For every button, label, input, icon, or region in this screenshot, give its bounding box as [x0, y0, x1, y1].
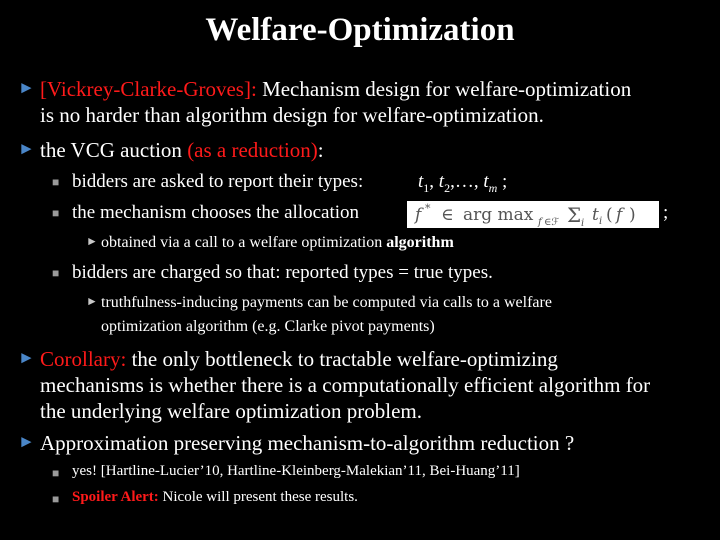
- sub-charged: bidders are charged so that: reported types = true types.: [72, 262, 493, 283]
- svg-text:arg max: arg max: [463, 205, 534, 225]
- square-bullet-icon: ■: [52, 466, 60, 480]
- svg-text:): ): [629, 205, 636, 225]
- svg-text:(: (: [606, 205, 613, 225]
- svg-text:i: i: [599, 216, 603, 227]
- report-types-text: bidders are asked to report their types:: [72, 171, 364, 192]
- corollary-text: the only bottleneck to tractable welfare-optimizing: [126, 347, 558, 371]
- reduction-note: (as a reduction): [187, 138, 318, 162]
- allocation-formula: [407, 201, 659, 228]
- svg-text:f: f: [616, 205, 623, 225]
- sub-obtained-via: [101, 231, 454, 255]
- bullet-vcg-auction: [40, 137, 324, 163]
- svg-text:∈ℱ: ∈ℱ: [544, 217, 560, 228]
- sub-references: yes! [Hartline-Lucier’10, Hartline-Kleinberg-Malekian’11, Bei-Huang’11]: [72, 463, 520, 479]
- svg-text:*: *: [425, 202, 431, 215]
- bullet-corollary-line1: [40, 346, 558, 372]
- small-triangle-icon: ►: [86, 294, 98, 308]
- square-bullet-icon: ■: [52, 206, 60, 220]
- bullet-vcg-text: Mechanism design for welfare-optimization: [256, 77, 632, 101]
- svg-text:f: f: [415, 205, 422, 225]
- svg-text:∈: ∈: [441, 205, 454, 225]
- bullet-corollary-line2: mechanisms is whether there is a computationally efficient algorithm for: [40, 373, 651, 397]
- bullet-triangle-icon: ►: [18, 78, 35, 97]
- square-bullet-icon: ■: [52, 175, 60, 189]
- vcg-auction-text: the VCG auction: [40, 138, 188, 162]
- vcg-citation: [Vickrey-Clarke-Groves]:: [40, 77, 257, 101]
- sub-truthful-line2: optimization algorithm (e.g. Clarke pivot payments): [101, 318, 435, 335]
- sub-allocation: the mechanism chooses the allocation: [72, 202, 360, 223]
- small-triangle-icon: ►: [86, 234, 98, 248]
- svg-text:Σ: Σ: [567, 203, 582, 227]
- bullet-approximation: Approximation preserving mechanism-to-algorithm reduction ?: [40, 431, 575, 455]
- algorithm-word: algorithm: [386, 234, 454, 251]
- colon: :: [317, 138, 324, 162]
- bullet-vcg-line1: [40, 76, 631, 102]
- spoiler-text: Nicole will present these results.: [158, 489, 358, 505]
- bullet-triangle-icon: ►: [18, 348, 35, 367]
- spoiler-label: Spoiler Alert:: [72, 489, 159, 505]
- svg-text:i: i: [581, 218, 585, 228]
- obtained-text: obtained via a call to a welfare optimization: [101, 234, 387, 251]
- bullet-vcg-line2: is no harder than algorithm design for welfare-optimization.: [40, 103, 544, 127]
- svg-text:f: f: [538, 217, 542, 228]
- bullet-triangle-icon: ►: [18, 432, 35, 451]
- slide-title: Welfare-Optimization: [205, 12, 515, 48]
- sub-truthful-line1: truthfulness-inducing payments can be computed via calls to a welfare: [101, 294, 552, 311]
- formula-graphic: [407, 201, 659, 228]
- formula-suffix: ;: [663, 202, 669, 223]
- bullet-triangle-icon: ►: [18, 139, 35, 158]
- svg-text:t: t: [592, 205, 599, 225]
- sub-spoiler: [72, 485, 358, 509]
- sub-report-types: [72, 170, 363, 194]
- square-bullet-icon: ■: [52, 492, 60, 506]
- types-list: $t_1$, $t_2,\dots$, $t_m$ ;: [418, 171, 508, 195]
- corollary-label: Corollary:: [40, 347, 127, 371]
- bullet-corollary-line3: the underlying welfare optimization problem.: [40, 399, 422, 423]
- square-bullet-icon: ■: [52, 266, 60, 280]
